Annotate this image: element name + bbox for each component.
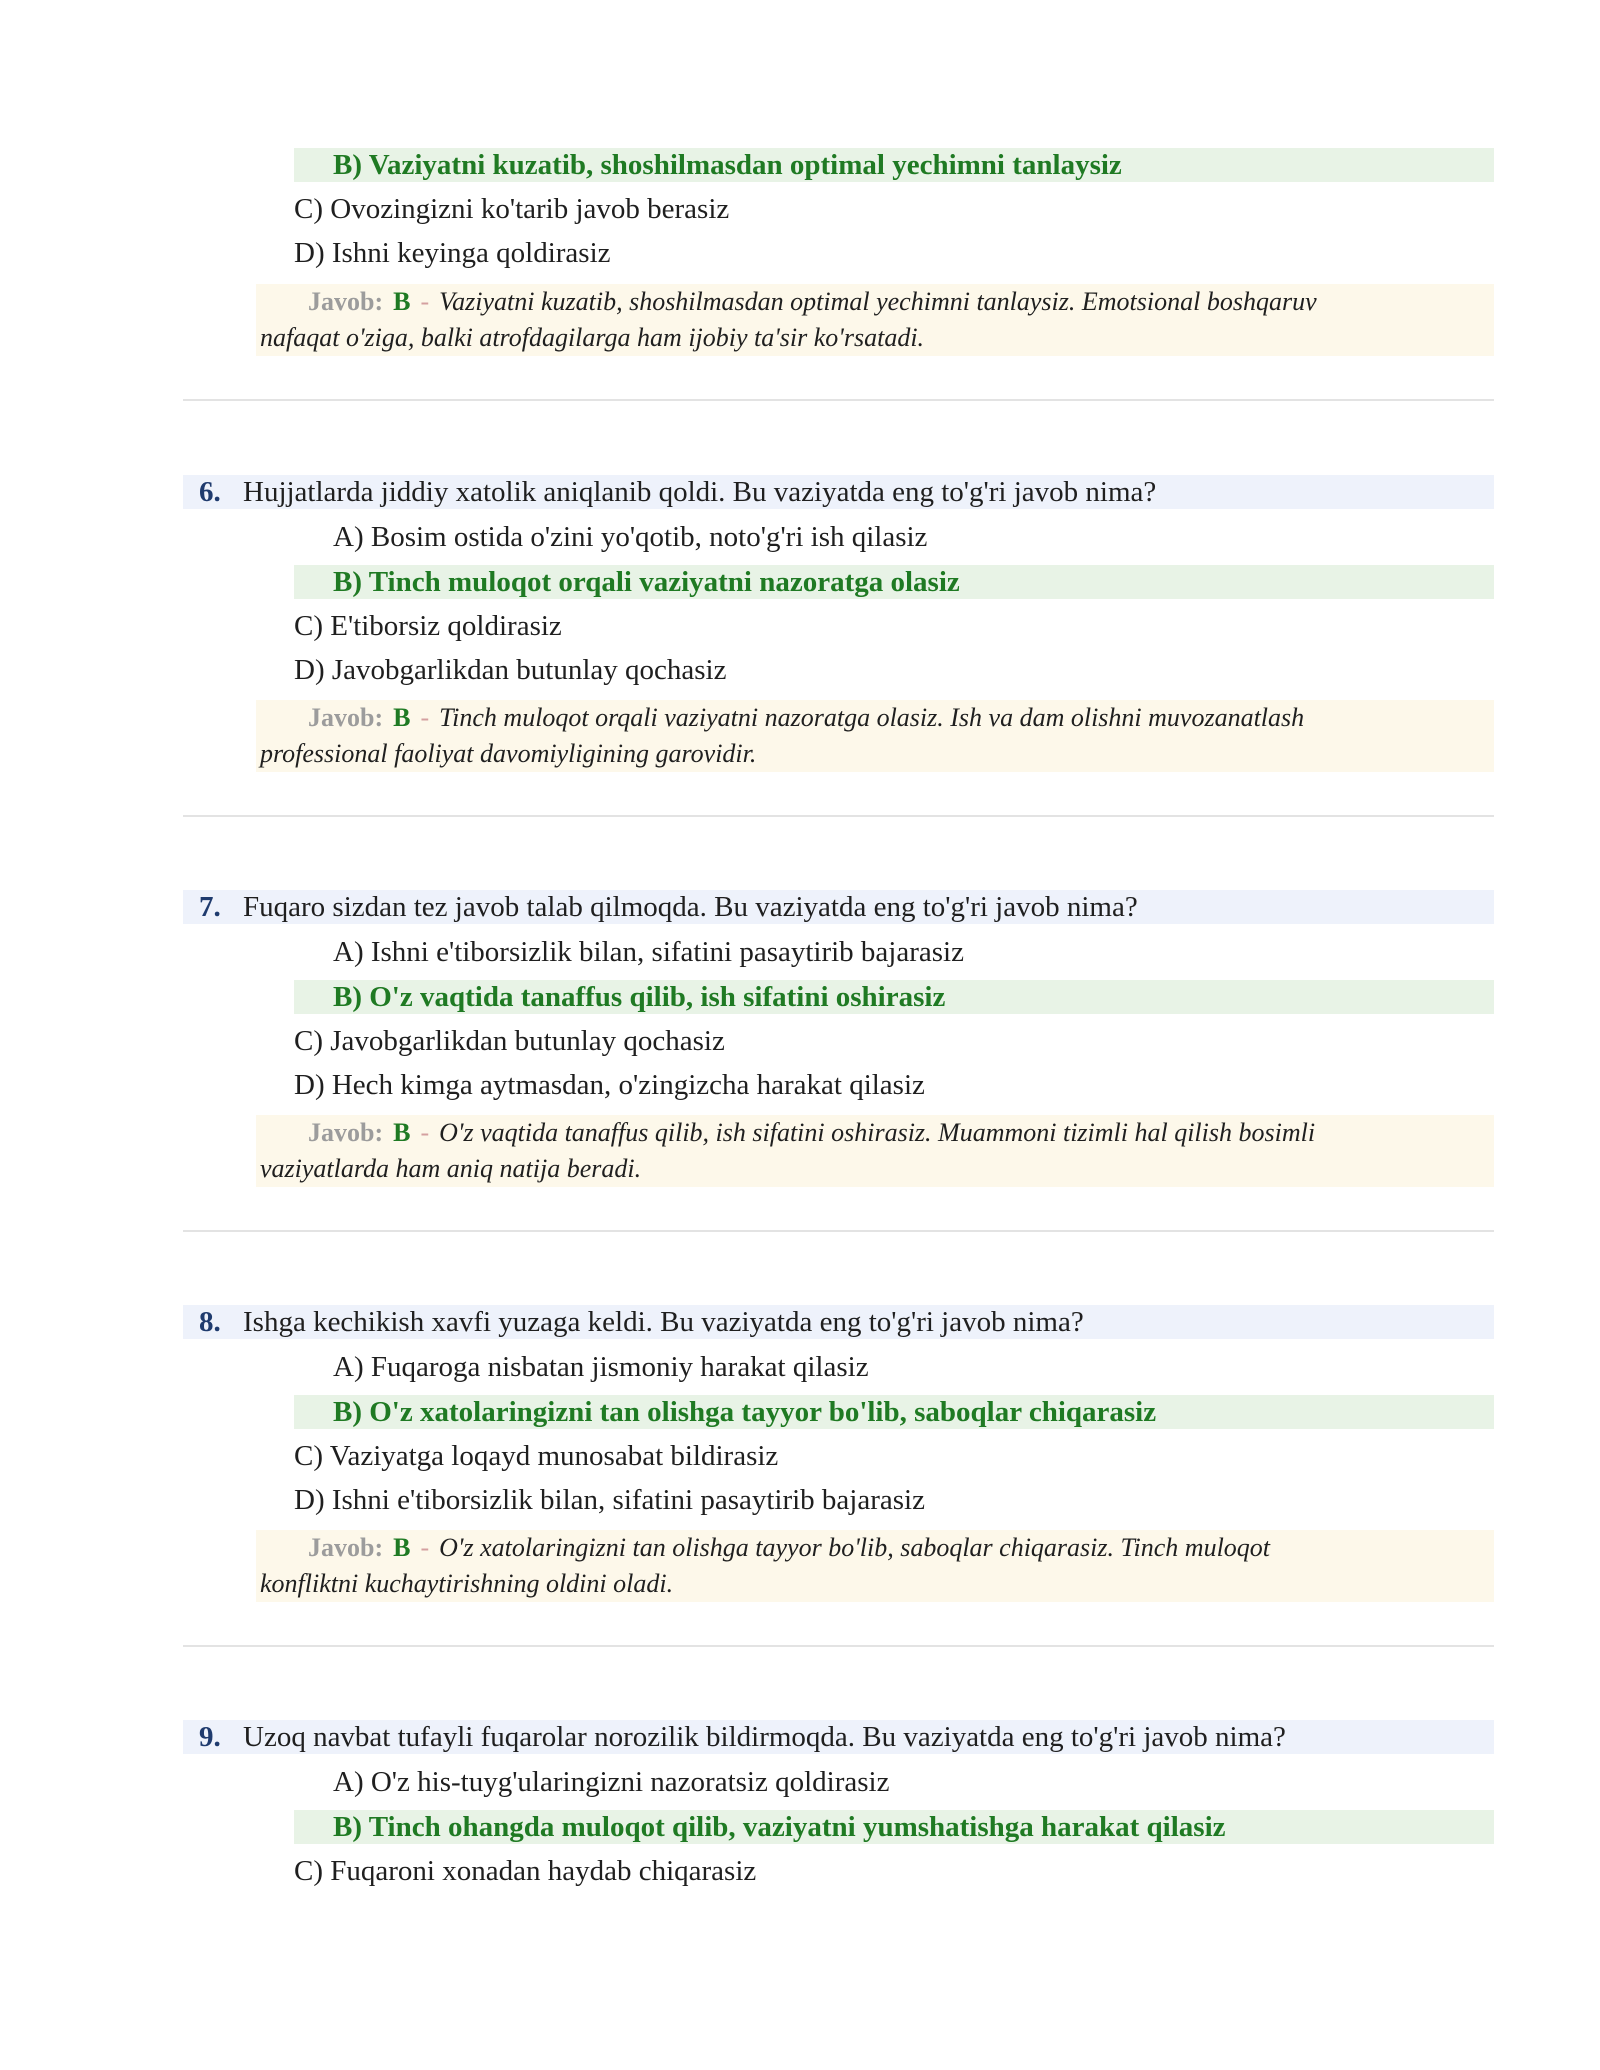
- q5-answer-explanation-cont: nafaqat o'ziga, balki atrofdagilarga ham ijobiy ta'sir ko'rsatadi.: [260, 323, 925, 352]
- q9-header: [183, 1720, 1494, 1754]
- q7-option-c: C) Javobgarlikdan butunlay qochasiz: [294, 1025, 725, 1057]
- q8-option-b-label: B) O'z xatolaringizni tan olishga tayyor bo'lib, saboqlar chiqarasiz: [333, 1396, 1157, 1428]
- q5-option-c: C) Ovozingizni ko'tarib javob berasiz: [294, 193, 730, 225]
- q6-answer-letter: B: [393, 703, 411, 732]
- q5-answer-label: Javob:: [308, 287, 384, 316]
- q7-answer-line1: [308, 1115, 1315, 1151]
- q5-answer-letter: B: [393, 287, 411, 316]
- q7-answer-dash: -: [420, 1118, 430, 1147]
- q6-answer-label: Javob:: [308, 703, 384, 732]
- q8-answer-label: Javob:: [308, 1533, 384, 1562]
- q7-option-b-correct: [294, 980, 1494, 1014]
- separator: [183, 1230, 1494, 1232]
- q5-option-d: D) Ishni keyinga qoldirasiz: [294, 237, 611, 269]
- q8-answer-letter: B: [393, 1533, 411, 1562]
- q8-question: Ishga kechikish xavfi yuzaga keldi. Bu vaziyatda eng to'g'ri javob nima?: [243, 1306, 1084, 1338]
- q6-number: 6.: [199, 476, 221, 508]
- q6-answer-explanation-cont: professional faoliyat davomiyligining garovidir.: [260, 739, 757, 768]
- q8-answer-explanation: O'z xatolaringizni tan olishga tayyor bo'lib, saboqlar chiqarasiz. Tinch muloqot: [439, 1533, 1271, 1562]
- q6-answer-box: [256, 700, 1494, 772]
- q7-option-a: A) Ishni e'tiborsizlik bilan, sifatini pasaytirib bajarasiz: [333, 936, 964, 968]
- q9-option-b-correct: [294, 1810, 1494, 1844]
- q6-header: [183, 475, 1494, 509]
- q7-answer-label: Javob:: [308, 1118, 384, 1147]
- q5-answer-box: [256, 284, 1494, 356]
- q8-option-b-correct: [294, 1395, 1494, 1429]
- q5-answer-line1: [308, 284, 1317, 320]
- q9-option-c: C) Fuqaroni xonadan haydab chiqarasiz: [294, 1855, 757, 1887]
- q7-header: [183, 890, 1494, 924]
- q7-answer-box: [256, 1115, 1494, 1187]
- q6-answer-dash: -: [420, 703, 430, 732]
- q8-answer-explanation-cont: konfliktni kuchaytirishning oldini oladi.: [260, 1569, 674, 1598]
- q6-option-b-label: B) Tinch muloqot orqali vaziyatni nazoratga olasiz: [333, 566, 960, 598]
- q8-answer-line1: [308, 1530, 1270, 1566]
- q6-option-a: A) Bosim ostida o'zini yo'qotib, noto'g'ri ish qilasiz: [333, 521, 928, 553]
- q7-question: Fuqaro sizdan tez javob talab qilmoqda. Bu vaziyatda eng to'g'ri javob nima?: [243, 891, 1138, 923]
- q8-answer-dash: -: [420, 1533, 430, 1562]
- q8-option-d: D) Ishni e'tiborsizlik bilan, sifatini pasaytirib bajarasiz: [294, 1484, 925, 1516]
- q5-answer-explanation: Vaziyatni kuzatib, shoshilmasdan optimal yechimni tanlaysiz. Emotsional boshqaruv: [439, 287, 1317, 316]
- separator: [183, 399, 1494, 401]
- q5-answer-dash: -: [420, 287, 430, 316]
- q7-answer-explanation-cont: vaziyatlarda ham aniq natija beradi.: [260, 1154, 642, 1183]
- separator: [183, 815, 1494, 817]
- q7-answer-letter: B: [393, 1118, 411, 1147]
- q6-question: Hujjatlarda jiddiy xatolik aniqlanib qoldi. Bu vaziyatda eng to'g'ri javob nima?: [243, 476, 1157, 508]
- q7-option-b-label: B) O'z vaqtida tanaffus qilib, ish sifatini oshirasiz: [333, 981, 946, 1013]
- q9-question: Uzoq navbat tufayli fuqarolar norozilik bildirmoqda. Bu vaziyatda eng to'g'ri javob nima?: [243, 1721, 1286, 1753]
- q6-option-b-correct: [294, 565, 1494, 599]
- q8-answer-box: [256, 1530, 1494, 1602]
- q9-option-b-label: B) Tinch ohangda muloqot qilib, vaziyatni yumshatishga harakat qilasiz: [333, 1811, 1226, 1843]
- q8-option-a: A) Fuqaroga nisbatan jismoniy harakat qilasiz: [333, 1351, 869, 1383]
- q5-option-b-label: B) Vaziyatni kuzatib, shoshilmasdan optimal yechimni tanlaysiz: [333, 149, 1122, 181]
- q6-option-c: C) E'tiborsiz qoldirasiz: [294, 610, 562, 642]
- q8-header: [183, 1305, 1494, 1339]
- q8-option-c: C) Vaziyatga loqayd munosabat bildirasiz: [294, 1440, 779, 1472]
- q7-answer-explanation: O'z vaqtida tanaffus qilib, ish sifatini oshirasiz. Muammoni tizimli hal qilish bosimli: [439, 1118, 1316, 1147]
- q6-answer-line1: [308, 700, 1304, 736]
- q7-option-d: D) Hech kimga aytmasdan, o'zingizcha harakat qilasiz: [294, 1069, 925, 1101]
- q5-option-b-correct: [294, 148, 1494, 182]
- separator: [183, 1645, 1494, 1647]
- q7-number: 7.: [199, 891, 221, 923]
- q8-number: 8.: [199, 1306, 221, 1338]
- q6-answer-explanation: Tinch muloqot orqali vaziyatni nazoratga olasiz. Ish va dam olishni muvozanatlash: [439, 703, 1305, 732]
- q6-option-d: D) Javobgarlikdan butunlay qochasiz: [294, 654, 727, 686]
- q9-option-a: A) O'z his-tuyg'ularingizni nazoratsiz qoldirasiz: [333, 1766, 890, 1798]
- q9-number: 9.: [199, 1721, 221, 1753]
